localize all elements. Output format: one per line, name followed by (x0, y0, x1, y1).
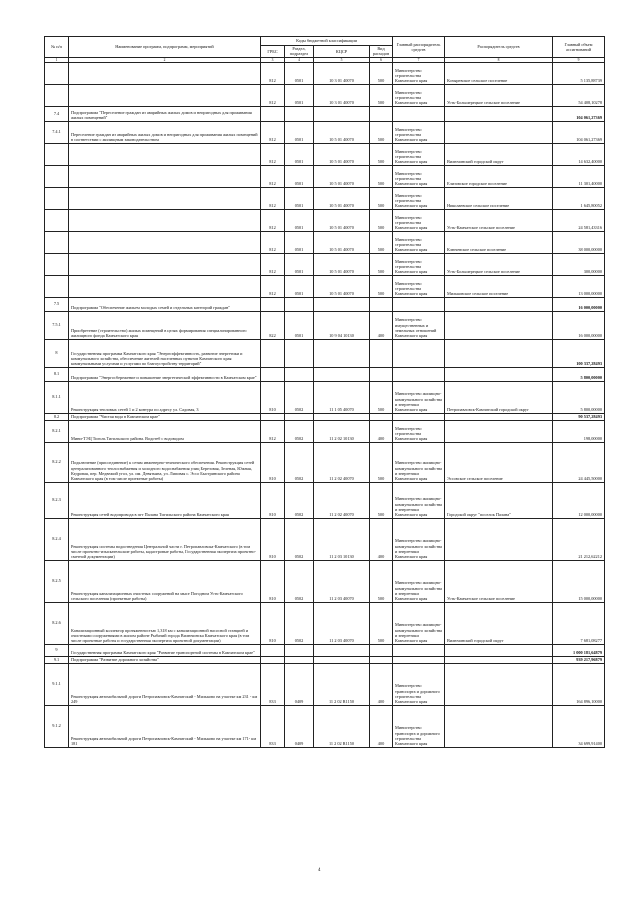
row-recipient (445, 644, 553, 656)
row-amount: 16 000,00000 (553, 297, 605, 311)
budget-table (44, 36, 605, 748)
row-amount: 198,00000 (553, 420, 605, 442)
table-row (45, 165, 605, 187)
row-recipient: Мильковское сельское поселение (445, 275, 553, 297)
row-vr: 500 (370, 62, 393, 84)
row-kcsr: 11 1 05 40070 (314, 381, 370, 413)
table-row (45, 442, 605, 482)
row-kcsr (314, 367, 370, 381)
row-kcsr (314, 297, 370, 311)
row-main-manager: Министерство строительства Камчатского края (393, 143, 445, 165)
row-recipient: Петропавловск-Камчатский городской округ (445, 381, 553, 413)
row-name: Государственная программа Камчатского края "Развитие транспортной системы в Камчатском крае" (69, 644, 261, 656)
row-grbs: 812 (261, 121, 285, 143)
row-grbs: 810 (261, 482, 285, 518)
row-recipient: Ключевское сельское поселение (445, 231, 553, 253)
row-recipient (445, 311, 553, 339)
header-kcsr: КЦСР (314, 46, 370, 58)
row-main-manager: Министерство строительства Камчатского края (393, 84, 445, 106)
document-page (44, 36, 604, 748)
row-number: 8.1 (45, 367, 69, 381)
table-row (45, 482, 605, 518)
row-number: 7.5.1 (45, 311, 69, 339)
row-recipient: Елизовское городское поселение (445, 165, 553, 187)
row-amount: 1 645,80052 (553, 187, 605, 209)
row-number: 8.2.6 (45, 602, 69, 644)
row-number: 8.1.1 (45, 381, 69, 413)
row-name: Переселение граждан из аварийных жилых домов и непригодных для проживания жилых помещений в соответствии с жилищным законодательством (69, 121, 261, 143)
table-row (45, 187, 605, 209)
table-row (45, 705, 605, 747)
row-kcsr: 10 5 01 40070 (314, 143, 370, 165)
row-section: 0502 (285, 602, 314, 644)
row-section (285, 656, 314, 663)
row-name (69, 209, 261, 231)
row-kcsr: 10 5 01 40070 (314, 231, 370, 253)
row-main-manager (393, 413, 445, 420)
row-grbs: 812 (261, 143, 285, 165)
row-main-manager: Министерство строительства Камчатского края (393, 231, 445, 253)
row-amount: 104 061,27369 (553, 121, 605, 143)
row-vr: 500 (370, 231, 393, 253)
header-recipient: Распорядитель средств (445, 37, 553, 58)
table-row (45, 275, 605, 297)
row-amount: 24 581,43316 (553, 209, 605, 231)
row-number (45, 253, 69, 275)
row-section: 0501 (285, 187, 314, 209)
row-kcsr: 10 5 01 40070 (314, 187, 370, 209)
row-recipient: Усть-Камчатское сельское поселение (445, 560, 553, 602)
row-main-manager (393, 297, 445, 311)
row-main-manager: Министерство имущественных и земельных отношений Камчатского края (393, 311, 445, 339)
column-index-cell: 6 (370, 57, 393, 62)
header-total: Главный объем ассигнований (553, 37, 605, 58)
row-name: Подпрограмма "Переселение граждан из аварийных жилых домов и непригодных для проживания жилых помещений" (69, 106, 261, 121)
row-name (69, 62, 261, 84)
row-kcsr: 10 3 01 40070 (314, 62, 370, 84)
row-grbs: 833 (261, 663, 285, 705)
row-name (69, 275, 261, 297)
row-name: Подпрограмма "Развитие дорожного хозяйства" (69, 656, 261, 663)
row-section: 0501 (285, 121, 314, 143)
row-section: 0501 (285, 231, 314, 253)
row-number: 8.2.5 (45, 560, 69, 602)
row-kcsr: 10 5 01 40070 (314, 165, 370, 187)
row-section: 0502 (285, 420, 314, 442)
row-recipient: Вилючинский городской округ (445, 602, 553, 644)
row-number (45, 231, 69, 253)
row-recipient: Усть-Большерецкое сельское поселение (445, 253, 553, 275)
row-grbs: 812 (261, 165, 285, 187)
column-index-cell: 4 (285, 57, 314, 62)
row-name: Мини-ТЭЦ Тиголь Тигильского района. Водотеб с водоводом (69, 420, 261, 442)
row-kcsr (314, 644, 370, 656)
row-amount: 104 061,27369 (553, 106, 605, 121)
row-main-manager (393, 367, 445, 381)
row-number (45, 209, 69, 231)
row-kcsr: 11 2 02 40070 (314, 442, 370, 482)
table-row (45, 106, 605, 121)
row-vr: 400 (370, 705, 393, 747)
row-vr (370, 656, 393, 663)
row-name: Приобретение (строительство) жилых помещений в целях формирования специализированного жилищного фонда Камчатского края (69, 311, 261, 339)
row-name: Реконструкция системы водоотведения Центральной части г. Петропавловска-Камчатского (в том числе проектно-изыскательские работы, кадастровые работы, Государственная экспертиза проектно-сметной документации) (69, 518, 261, 560)
row-recipient: Усть-Камчатское сельское поселение (445, 209, 553, 231)
row-number: 8.2.1 (45, 420, 69, 442)
row-section: 0501 (285, 165, 314, 187)
row-grbs: 810 (261, 560, 285, 602)
row-vr: 500 (370, 560, 393, 602)
row-amount: 7 681,08277 (553, 602, 605, 644)
row-number (45, 62, 69, 84)
row-kcsr (314, 656, 370, 663)
row-grbs: 812 (261, 275, 285, 297)
row-kcsr (314, 339, 370, 367)
row-vr: 400 (370, 663, 393, 705)
row-grbs: 812 (261, 253, 285, 275)
row-name (69, 165, 261, 187)
row-grbs: 812 (261, 62, 285, 84)
row-vr: 500 (370, 143, 393, 165)
row-name: Подпрограмма "Чистая вода в Камчатском крае" (69, 413, 261, 420)
row-number: 7.5 (45, 297, 69, 311)
table-row (45, 381, 605, 413)
table-row (45, 143, 605, 165)
row-kcsr: 10 5 01 40070 (314, 253, 370, 275)
table-row (45, 413, 605, 420)
table-row (45, 121, 605, 143)
row-amount: 939 217,96879 (553, 656, 605, 663)
table-row (45, 253, 605, 275)
row-section: 0501 (285, 311, 314, 339)
row-number: 7.4 (45, 106, 69, 121)
row-main-manager (393, 656, 445, 663)
row-recipient (445, 705, 553, 747)
row-vr: 400 (370, 311, 393, 339)
row-vr: 500 (370, 482, 393, 518)
row-name: Канализационный коллектор протяженностью 1,318 км с канализационной насосной станцией и очистными сооружениями в жилом районе Рыбачий города Вилючинска Камчатского края (в том числе проектные работы и государственная экспертиза проектной документации) (69, 602, 261, 644)
column-index-cell: 2 (69, 57, 261, 62)
row-amount: 164 896,10000 (553, 663, 605, 705)
row-main-manager: Министерство строительства Камчатского края (393, 275, 445, 297)
row-name: Реконструкция автомобильной дороги Петропавловск-Камчатский - Мильково на участке км 231 - км 249 (69, 663, 261, 705)
table-row (45, 209, 605, 231)
row-vr: 500 (370, 381, 393, 413)
table-row (45, 420, 605, 442)
row-section: 0502 (285, 381, 314, 413)
row-number (45, 165, 69, 187)
row-kcsr: 10 5 01 40070 (314, 121, 370, 143)
row-number: 7.4.1 (45, 121, 69, 143)
row-section: 0502 (285, 482, 314, 518)
row-number (45, 187, 69, 209)
row-name (69, 187, 261, 209)
row-main-manager: Министерство строительства Камчатского края (393, 420, 445, 442)
row-section: 0409 (285, 663, 314, 705)
row-section: 0501 (285, 275, 314, 297)
row-vr (370, 413, 393, 420)
table-row (45, 518, 605, 560)
column-index-cell: 1 (45, 57, 69, 62)
row-section: 0502 (285, 560, 314, 602)
row-number: 9.1 (45, 656, 69, 663)
column-index-cell: 3 (261, 57, 285, 62)
row-amount: 90 537,28493 (553, 413, 605, 420)
row-grbs: 810 (261, 602, 285, 644)
row-grbs (261, 106, 285, 121)
header-main-manager: Главный распорядитель средств (393, 37, 445, 58)
row-section: 0502 (285, 442, 314, 482)
row-vr: 400 (370, 420, 393, 442)
row-vr: 500 (370, 442, 393, 482)
row-main-manager: Министерство жилищно-коммунального хозяйства и энергетики Камчатского края (393, 602, 445, 644)
row-section (285, 413, 314, 420)
row-grbs: 810 (261, 381, 285, 413)
row-grbs: 812 (261, 187, 285, 209)
row-name: Подпрограмма "Энергосбережение и повышение энергетической эффективности в Камчатском крае" (69, 367, 261, 381)
row-main-manager: Министерство строительства Камчатского края (393, 253, 445, 275)
row-kcsr: 10 5 01 40070 (314, 209, 370, 231)
row-main-manager: Министерство жилищно-коммунального хозяйства и энергетики Камчатского края (393, 381, 445, 413)
row-section: 0501 (285, 253, 314, 275)
row-main-manager (393, 644, 445, 656)
row-vr (370, 644, 393, 656)
row-number: 8.2.2 (45, 442, 69, 482)
row-amount: 38 000,00000 (553, 231, 605, 253)
row-name (69, 84, 261, 106)
row-vr: 500 (370, 602, 393, 644)
header-vr: Вид расходов (370, 46, 393, 58)
row-grbs (261, 297, 285, 311)
row-section: 0501 (285, 84, 314, 106)
row-recipient: Николаевское сельское поселение (445, 187, 553, 209)
row-number (45, 84, 69, 106)
table-row (45, 231, 605, 253)
row-amount: 54 408,10278 (553, 84, 605, 106)
row-section (285, 367, 314, 381)
row-name: Реконструкция сетей водопровода в пгт Палана Тигильского района Камчатского края (69, 482, 261, 518)
row-main-manager: Министерство строительства Камчатского края (393, 187, 445, 209)
row-amount: 100 337,28493 (553, 339, 605, 367)
row-name: Реконструкция тепловых сетей 1 и 2 контура по адресу ул. Садовая, 3 (69, 381, 261, 413)
row-kcsr: 10 3 01 40070 (314, 84, 370, 106)
row-amount: 5 135,88739 (553, 62, 605, 84)
row-recipient (445, 106, 553, 121)
row-main-manager: Министерство жилищно-коммунального хозяйства и энергетики Камчатского края (393, 560, 445, 602)
row-main-manager: Министерство строительства Камчатского края (393, 209, 445, 231)
row-vr: 500 (370, 165, 393, 187)
row-grbs: 810 (261, 442, 285, 482)
row-amount: 5 800,00000 (553, 367, 605, 381)
row-amount: 15 000,00000 (553, 560, 605, 602)
row-recipient (445, 663, 553, 705)
row-main-manager: Министерство жилищно-коммунального хозяйства и энергетики Камчатского края (393, 518, 445, 560)
row-amount: 12 000,00000 (553, 482, 605, 518)
row-section (285, 339, 314, 367)
row-kcsr: 10 9 04 10130 (314, 311, 370, 339)
table-row (45, 560, 605, 602)
column-index-cell: 5 (314, 57, 370, 62)
column-index-cell: 9 (553, 57, 605, 62)
row-main-manager: Министерство транспорта и дорожного строительства Камчатского края (393, 663, 445, 705)
row-grbs (261, 656, 285, 663)
row-grbs (261, 339, 285, 367)
table-row (45, 663, 605, 705)
row-number: 9 (45, 644, 69, 656)
row-recipient (445, 297, 553, 311)
row-recipient (445, 656, 553, 663)
row-recipient (445, 121, 553, 143)
row-main-manager: Министерство строительства Камчатского края (393, 62, 445, 84)
row-number: 8.2 (45, 413, 69, 420)
row-kcsr: 11 2 02 10130 (314, 420, 370, 442)
row-vr (370, 297, 393, 311)
row-name (69, 253, 261, 275)
row-main-manager (393, 339, 445, 367)
row-number: 8.2.3 (45, 482, 69, 518)
row-amount: 16 000,00000 (553, 311, 605, 339)
row-vr: 500 (370, 209, 393, 231)
row-name (69, 143, 261, 165)
row-recipient (445, 413, 553, 420)
row-recipient: Вилючинский городской округ (445, 143, 553, 165)
row-number: 8 (45, 339, 69, 367)
row-kcsr: 11 2 02 40070 (314, 482, 370, 518)
header-name: Наименование программ, подпрограмм, мероприятий (69, 37, 261, 58)
row-amount: 1 000 181,64879 (553, 644, 605, 656)
row-amount: 11 301,40000 (553, 165, 605, 187)
row-grbs: 812 (261, 84, 285, 106)
row-recipient (445, 420, 553, 442)
table-row (45, 602, 605, 644)
table-row (45, 84, 605, 106)
page-number: 4 (318, 868, 321, 873)
row-main-manager: Министерство строительства Камчатского края (393, 121, 445, 143)
column-index-cell: 8 (445, 57, 553, 62)
row-recipient: Эссовское сельское поселение (445, 442, 553, 482)
row-grbs: 833 (261, 705, 285, 747)
row-amount: 13 000,00000 (553, 275, 605, 297)
row-vr (370, 339, 393, 367)
row-recipient (445, 339, 553, 367)
row-recipient: Городской округ "поселок Палана" (445, 482, 553, 518)
row-grbs: 812 (261, 231, 285, 253)
row-grbs: 812 (261, 420, 285, 442)
row-vr (370, 367, 393, 381)
table-row (45, 339, 605, 367)
row-recipient: Козыревское сельское поселение (445, 62, 553, 84)
row-name (69, 231, 261, 253)
row-section: 0501 (285, 209, 314, 231)
row-amount: 14 632,40000 (553, 143, 605, 165)
row-recipient (445, 518, 553, 560)
row-vr (370, 106, 393, 121)
row-kcsr: 11 2 02 R1150 (314, 705, 370, 747)
table-row (45, 311, 605, 339)
row-section (285, 644, 314, 656)
row-section (285, 106, 314, 121)
row-number: 9.1.2 (45, 705, 69, 747)
row-vr: 500 (370, 253, 393, 275)
table-row (45, 367, 605, 381)
row-number: 9.1.1 (45, 663, 69, 705)
row-vr: 400 (370, 518, 393, 560)
row-kcsr: 11 2 03 10130 (314, 518, 370, 560)
column-index-cell: 7 (393, 57, 445, 62)
row-vr: 500 (370, 275, 393, 297)
row-vr: 500 (370, 84, 393, 106)
row-section: 0501 (285, 143, 314, 165)
row-amount: 5 800,00000 (553, 381, 605, 413)
row-main-manager: Министерство жилищно-коммунального хозяйства и энергетики Камчатского края (393, 482, 445, 518)
row-section: 0409 (285, 705, 314, 747)
table-row (45, 297, 605, 311)
table-row (45, 62, 605, 84)
row-main-manager: Министерство строительства Камчатского края (393, 165, 445, 187)
row-number (45, 275, 69, 297)
row-kcsr: 10 5 01 40070 (314, 275, 370, 297)
row-grbs: 810 (261, 518, 285, 560)
row-amount: 24 445,50000 (553, 442, 605, 482)
row-kcsr: 11 2 03 40070 (314, 560, 370, 602)
row-section (285, 297, 314, 311)
row-kcsr: 11 2 03 40070 (314, 602, 370, 644)
row-amount: 300,00000 (553, 253, 605, 275)
table-row (45, 644, 605, 656)
row-kcsr: 11 2 02 R1150 (314, 663, 370, 705)
header-section: Раздел, подраздел (285, 46, 314, 58)
table-row (45, 656, 605, 663)
row-name: Подключение (присоединение) к сетям инженерно-технического обеспечения. Реконструкция сетей централизованного теплоснабжения и холодного водоснабжения улиц Березовая, Зеленая, Южная, Кедровая, пер. Медвежий угол, ул. им. Девятьяна, ул. Липовая с. Эссо Быстринского района Камчатского края (в том числе проектные работы) (69, 442, 261, 482)
row-amount: 34 699,91400 (553, 705, 605, 747)
row-section: 0502 (285, 518, 314, 560)
row-section: 0501 (285, 62, 314, 84)
row-number: 8.2.4 (45, 518, 69, 560)
row-name: Реконструкция автомобильной дороги Петропавловск-Камчатский - Мильково на участке км 171- км 181 (69, 705, 261, 747)
row-main-manager: Министерство транспорта и дорожного строительства Камчатского края (393, 705, 445, 747)
row-grbs (261, 644, 285, 656)
row-name: Подпрограмма "Обеспечение жильем молодых семей и отдельных категорий граждан" (69, 297, 261, 311)
row-grbs (261, 413, 285, 420)
row-grbs: 812 (261, 209, 285, 231)
row-name: Государственная программа Камчатского края "Энергоэффективность, развитие энергетики и коммунального хозяйства, обеспечение жителей населенных пунктов Камчатского края коммунальными услугами и услугами по благоустройству территорий" (69, 339, 261, 367)
row-grbs (261, 367, 285, 381)
row-name: Реконструкция канализационных очистных сооружений на мысе Погодном Усть-Камчатского сельского поселения (проектные работы) (69, 560, 261, 602)
row-amount: 21 212,62212 (553, 518, 605, 560)
header-grbs: ГРБС (261, 46, 285, 58)
row-main-manager: Министерство жилищно-коммунального хозяйства и энергетики Камчатского края (393, 442, 445, 482)
row-recipient: Усть-Большерецкое сельское поселение (445, 84, 553, 106)
row-vr: 500 (370, 187, 393, 209)
row-main-manager (393, 106, 445, 121)
row-kcsr (314, 106, 370, 121)
row-kcsr (314, 413, 370, 420)
row-grbs: 822 (261, 311, 285, 339)
row-recipient (445, 367, 553, 381)
row-vr: 500 (370, 121, 393, 143)
header-num: № п/п (45, 37, 69, 58)
row-number (45, 143, 69, 165)
header-codes-group: Коды бюджетной классификации (261, 37, 393, 46)
